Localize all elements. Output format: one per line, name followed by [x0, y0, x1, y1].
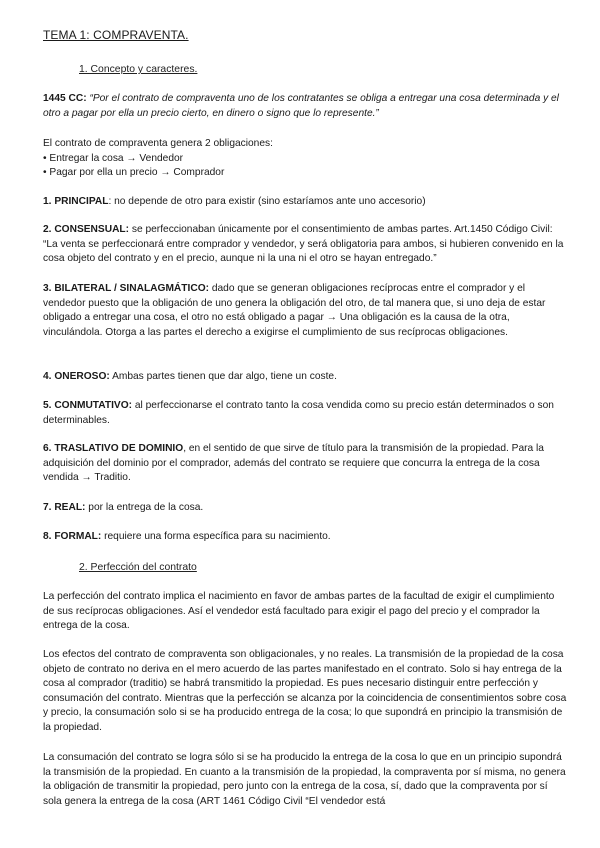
character-label: 7. REAL: — [43, 502, 86, 513]
obligation-item: • Pagar por ella un precio → Comprador — [43, 167, 225, 179]
character-text: se perfeccionaban únicamente por el consentimiento de ambas partes. Art.1450 Código Civil: “La venta se perfeccionará entre comprador y vendedor, y será obligatoria para ambos, si hubieren convenido en la cosa objeto del contrato y en el precio, aunque ni la una ni el otro se hayan entregado.” — [43, 224, 564, 265]
obligations-block — [43, 137, 568, 181]
character-label: 2. CONSENSUAL: — [43, 224, 130, 235]
character-text: al perfeccionarse el contrato tanto la cosa vendida como su precio están determinados o son determinables. — [43, 400, 554, 426]
section-heading-perfeccion: 2. Perfección del contrato — [79, 562, 197, 573]
character-label: 3. BILATERAL / SINALAGMÁTICO: — [43, 283, 210, 294]
obligation-item: • Entregar la cosa → Vendedor — [43, 152, 184, 164]
character-oneroso — [43, 370, 568, 385]
perfeccion-paragraph-3: La consumación del contrato se logra sólo si se ha producido la entrega de la cosa lo que en un principio supondrá la transmisión de la propiedad. En cuanto a la transmisión de la propiedad, la compraventa por sí misma, no genera la obligación de transmitir la propiedad, pero junto con la entrega de la cosa, sí, dado que la compraventa por sí sola genera la entrega de la cosa (ART 1461 Código Civil “El vendedor está — [43, 752, 566, 807]
cc-1445-text: “Por el contrato de compraventa uno de los contratantes se obliga a entregar una cosa determinada y el otro a pagar por ella un precio cierto, en dinero o signo que lo represente.” — [43, 93, 559, 119]
character-label: 5. CONMUTATIVO: — [43, 400, 133, 411]
perfeccion-paragraph-2: Los efectos del contrato de compraventa son obligacionales, y no reales. La transmisión de la propiedad de la cosa objeto de contrato no deriva en el mero acuerdo de las partes manifestado en el contrato. Solo si hay entrega de la cosa al comprador (traditio) se habrá transmitido la propiedad. Es pues necesario distinguir entre perfección y consumación del contrato. Mientras que la perfección se alcanza por la coincidencia de consentimientos sobre cosa y precio, la consumación solo si se ha producido entrega de la cosa; lo que supondrá en principio la transmisión de la propiedad. — [43, 649, 567, 733]
cc-1445-label: 1445 CC: — [43, 93, 87, 104]
character-text: por la entrega de la cosa. — [85, 502, 204, 513]
character-label: 6. TRASLATIVO DE DOMINIO — [43, 443, 184, 454]
perfeccion-paragraph-1: La perfección del contrato implica el nacimiento en favor de ambas partes de la facultad de exigir el cumplimiento de sus recíprocas obligaciones. Así el vendedor está facultado para exigir el pago del precio y el comprador la entrega de la cosa. — [43, 591, 555, 632]
character-consensual — [43, 223, 568, 267]
cc-1445-quote — [43, 92, 568, 121]
character-label: 8. FORMAL: — [43, 531, 102, 542]
character-label: 1. PRINCIPAL — [43, 196, 109, 207]
character-text: dado que se generan obligaciones recíprocas entre el comprador y el vendedor puesto que la obligación de uno genera la obligación del otro, de tal manera que, si uno deja de estar obligado a entregar una cosa, el otro no está obligado a pagar → Una obligación es la causa de la otra, vinculándola. Otorga a las partes el derecho a exigirse el cumplimiento de sus recíprocas obligaciones. — [43, 283, 546, 338]
character-label: 4. ONEROSO: — [43, 371, 110, 382]
character-real — [43, 501, 568, 516]
character-bilateral — [43, 282, 568, 340]
character-formal — [43, 530, 568, 545]
character-text: requiere una forma específica para su nacimiento. — [101, 531, 331, 542]
section-heading-concepto: 1. Concepto y caracteres. — [79, 64, 198, 75]
character-text: Ambas partes tienen que dar algo, tiene un coste. — [109, 371, 337, 382]
character-text: , en el sentido de que sirve de título para la transmisión de la propiedad. Para la adquisición del dominio por el comprador, además del contrato se requiere que concurra la entrega de la cosa vendida → Traditio. — [43, 443, 544, 484]
character-traslativo — [43, 442, 568, 486]
character-principal — [43, 195, 568, 210]
character-text: : no depende de otro para existir (sino estaríamos ante uno accesorio) — [108, 196, 426, 207]
page-title: TEMA 1: COMPRAVENTA. — [43, 28, 189, 42]
character-conmutativo — [43, 399, 568, 428]
obligations-intro: El contrato de compraventa genera 2 obligaciones: — [43, 138, 273, 149]
